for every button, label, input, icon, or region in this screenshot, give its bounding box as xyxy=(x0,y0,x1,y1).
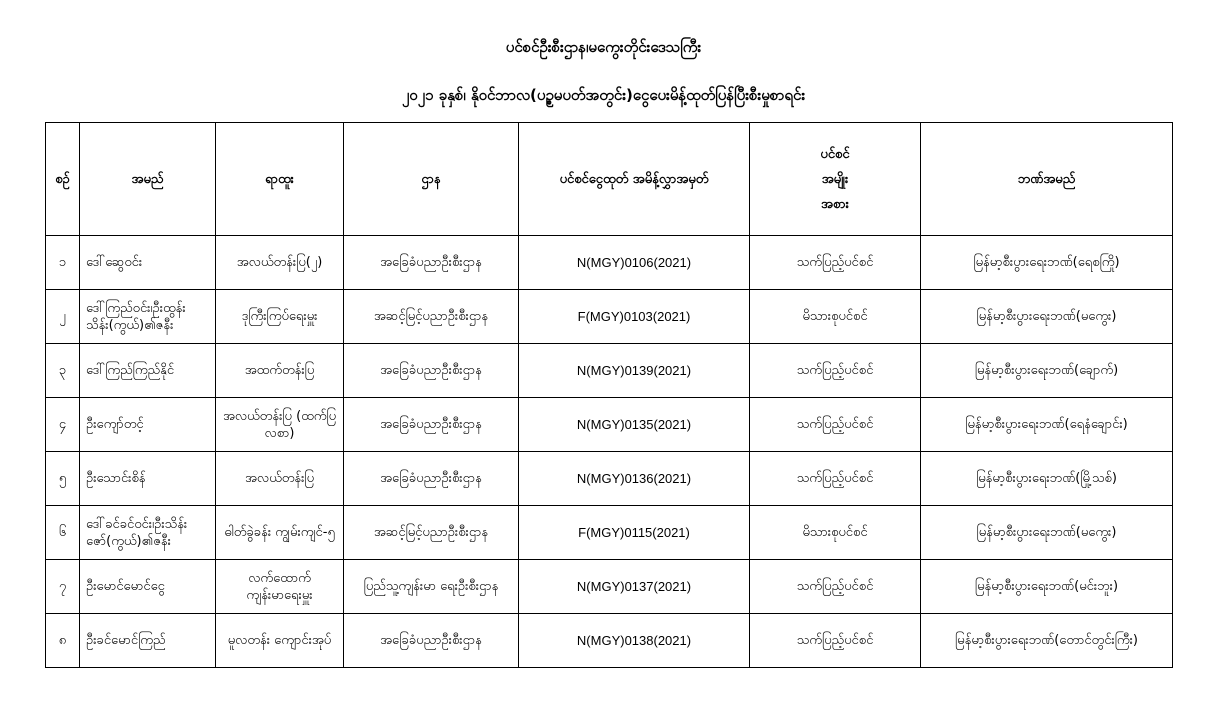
cell-rank: အလယ်တန်းပြ xyxy=(216,452,344,506)
cell-name: ဒေါ်ဆွေဝင်း xyxy=(80,236,216,290)
table-row xyxy=(46,614,1173,668)
cell-pension-type: သက်ပြည့်ပင်စင် xyxy=(750,452,921,506)
table-row xyxy=(46,344,1173,398)
cell-rank: အလယ်တန်းပြ (ထက်ပြလစာ) xyxy=(216,398,344,452)
table-row xyxy=(46,560,1173,614)
cell-pension-number: N(MGY)0136(2021) xyxy=(519,452,750,506)
cell-bank: မြန်မာ့စီးပွားရေးဘဏ်(ချောက်) xyxy=(921,344,1173,398)
cell-department: အဆင့်မြင့်ပညာဦးစီးဌာန xyxy=(344,506,519,560)
table-row xyxy=(46,290,1173,344)
header-pension-type-line2: အမျိုး xyxy=(821,171,849,187)
cell-rank: အလယ်တန်းပြ(၂) xyxy=(216,236,344,290)
cell-rank: အထက်တန်းပြ xyxy=(216,344,344,398)
cell-name: ဒေါ်ကြည်ဝင်း၊ဦးထွန်းသိန်း(ကွယ်)၏ဇနီး xyxy=(80,290,216,344)
cell-no: ၂ xyxy=(46,290,80,344)
cell-bank: မြန်မာ့စီးပွားရေးဘဏ်(မြို့သစ်) xyxy=(921,452,1173,506)
table-row xyxy=(46,236,1173,290)
cell-no: ၃ xyxy=(46,344,80,398)
cell-name: ဦးခင်မောင်ကြည် xyxy=(80,614,216,668)
cell-pension-number: N(MGY)0137(2021) xyxy=(519,560,750,614)
cell-name: ဦးကျော်တင့် xyxy=(80,398,216,452)
cell-department: အခြေခံပညာဦးစီးဌာန xyxy=(344,452,519,506)
table-header-row xyxy=(46,123,1173,236)
table-row xyxy=(46,398,1173,452)
header-pension-type xyxy=(750,123,921,236)
cell-name: ဒေါ်ခင်ခင်ဝင်း၊ဦးသိန်းဇော်(ကွယ်)၏ဇနီး xyxy=(80,506,216,560)
cell-department: အခြေခံပညာဦးစီးဌာန xyxy=(344,614,519,668)
header-department: ဌာန xyxy=(344,123,519,236)
cell-department: ပြည်သူ့ကျန်းမာ ရေးဦးစီးဌာန xyxy=(344,560,519,614)
cell-department: အခြေခံပညာဦးစီးဌာန xyxy=(344,344,519,398)
cell-bank: မြန်မာ့စီးပွားရေးဘဏ်(မကွေး) xyxy=(921,506,1173,560)
cell-rank: ဓါတ်ခွဲခန်း ကျွမ်းကျင်-၅ xyxy=(216,506,344,560)
cell-name: ဦးသောင်းစိန် xyxy=(80,452,216,506)
cell-rank: ဒုကြီးကြပ်ရေးမှူး xyxy=(216,290,344,344)
cell-bank: မြန်မာ့စီးပွားရေးဘဏ်(ရေနံချောင်း) xyxy=(921,398,1173,452)
document-title: ပင်စင်ဦးစီးဌာန၊မကွေးတိုင်းဒေသကြီး xyxy=(505,38,702,56)
pension-table xyxy=(45,122,1173,668)
cell-department: အဆင့်မြင့်ပညာဦးစီးဌာန xyxy=(344,290,519,344)
header-no: စဉ် xyxy=(46,123,80,236)
cell-pension-type: သက်ပြည့်ပင်စင် xyxy=(750,614,921,668)
cell-pension-type: မိသားစုပင်စင် xyxy=(750,506,921,560)
cell-bank: မြန်မာ့စီးပွားရေးဘဏ်(မကွေး) xyxy=(921,290,1173,344)
header-pension-type-line3: အစား xyxy=(821,196,849,212)
cell-no: ၅ xyxy=(46,452,80,506)
cell-rank: မူလတန်း ကျောင်းအုပ် xyxy=(216,614,344,668)
cell-no: ၇ xyxy=(46,560,80,614)
cell-pension-number: N(MGY)0139(2021) xyxy=(519,344,750,398)
table-row xyxy=(46,506,1173,560)
cell-pension-type: သက်ပြည့်ပင်စင် xyxy=(750,344,921,398)
cell-bank: မြန်မာ့စီးပွားရေးဘဏ်(ရေစကြို) xyxy=(921,236,1173,290)
cell-name: ဦးမောင်မောင်ငွေ xyxy=(80,560,216,614)
cell-pension-number: N(MGY)0106(2021) xyxy=(519,236,750,290)
header-pension-type-line1: ပင်စင် xyxy=(820,146,850,162)
cell-department: အခြေခံပညာဦးစီးဌာန xyxy=(344,236,519,290)
cell-no: ၄ xyxy=(46,398,80,452)
cell-pension-number: F(MGY)0103(2021) xyxy=(519,290,750,344)
header-name: အမည် xyxy=(80,123,216,236)
cell-no: ၆ xyxy=(46,506,80,560)
table-row xyxy=(46,452,1173,506)
cell-no: ၁ xyxy=(46,236,80,290)
cell-name: ဒေါ်ကြည်ကြည်နိုင် xyxy=(80,344,216,398)
cell-pension-number: N(MGY)0138(2021) xyxy=(519,614,750,668)
cell-pension-number: N(MGY)0135(2021) xyxy=(519,398,750,452)
header-rank: ရာထူး xyxy=(216,123,344,236)
document-subtitle: ၂၀၂၁ ခုနှစ်၊ နိုဝင်ဘာလ(ပဉ္စမပတ်အတွင်း)ငွေပေးမိန့်ထုတ်ပြန်ပြီးစီးမှုစာရင်း xyxy=(401,86,806,104)
cell-pension-type: သက်ပြည့်ပင်စင် xyxy=(750,236,921,290)
cell-no: ၈ xyxy=(46,614,80,668)
cell-pension-number: F(MGY)0115(2021) xyxy=(519,506,750,560)
cell-bank: မြန်မာ့စီးပွားရေးဘဏ်(တောင်တွင်းကြီး) xyxy=(921,614,1173,668)
header-bank: ဘဏ်အမည် xyxy=(921,123,1173,236)
cell-rank: လက်ထောက် ကျန်းမာရေးမှူး xyxy=(216,560,344,614)
header-pension-number: ပင်စင်ငွေထုတ် အမိန့်လွှာအမှတ် xyxy=(519,123,750,236)
cell-bank: မြန်မာ့စီးပွားရေးဘဏ်(မင်းဘူး) xyxy=(921,560,1173,614)
cell-pension-type: သက်ပြည့်ပင်စင် xyxy=(750,398,921,452)
cell-pension-type: သက်ပြည့်ပင်စင် xyxy=(750,560,921,614)
cell-department: အခြေခံပညာဦးစီးဌာန xyxy=(344,398,519,452)
cell-pension-type: မိသားစုပင်စင် xyxy=(750,290,921,344)
